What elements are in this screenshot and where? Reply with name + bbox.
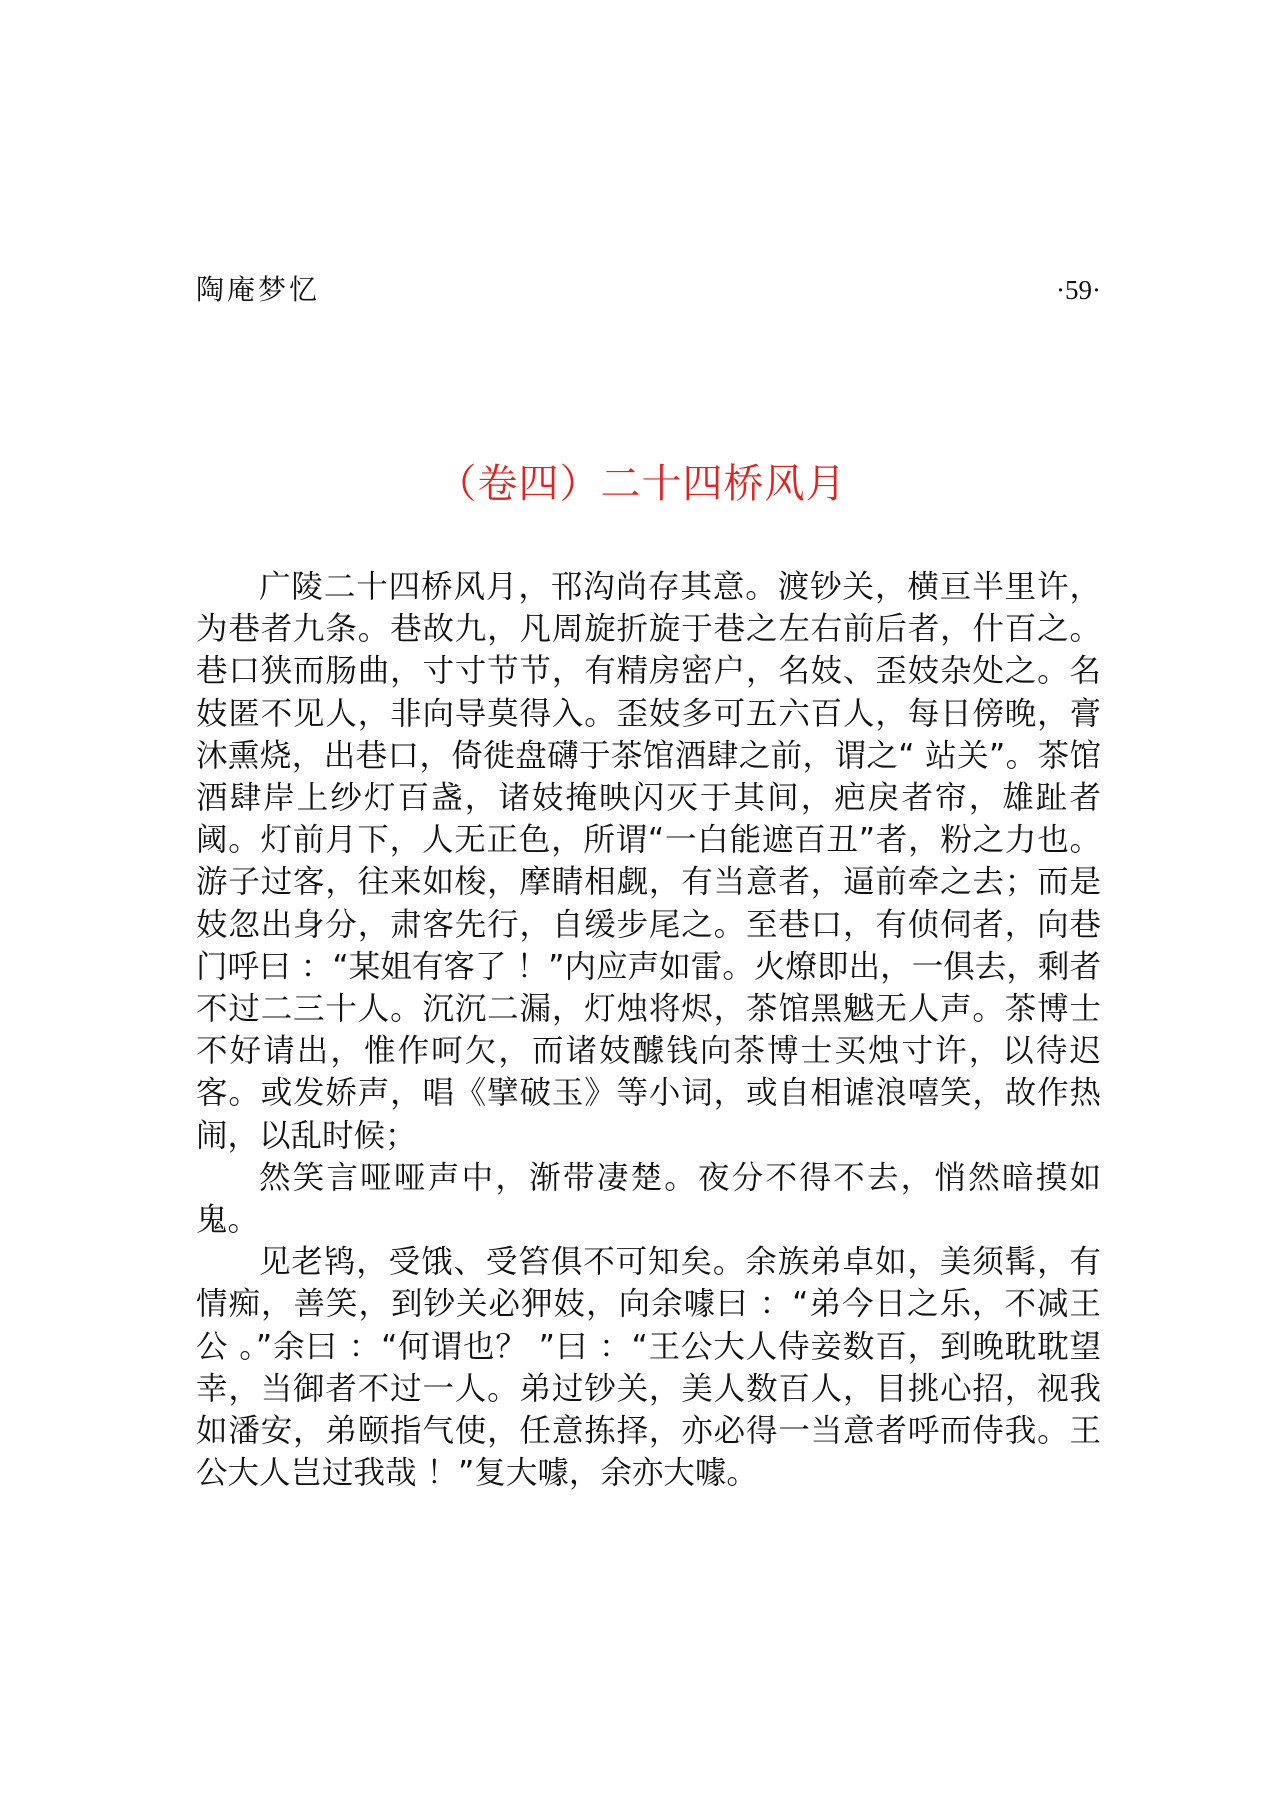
paragraph: 见老鸨，受饿、受笞俱不可知矣。余族弟卓如，美须髯，有情痴，善笑，到钞关必狎妓，向余噱曰 ：“弟今日之乐，不减王公 。”余曰 ：“何谓也？ ”曰 ：“王公大人侍妾数百，到晚耽耽望幸，当御者不过一人。弟过钞关，美人数百人，目挑心招，视我如潘安，弟颐指气使，任意拣择，亦必得一当意者呼而侍我。王公大人岂过我哉 ！”复大噱，余亦大噱。 [196, 1244, 1101, 1492]
page-number: ·59· [1056, 275, 1101, 305]
running-head [196, 268, 1101, 312]
paragraph: 然笑言哑哑声中，渐带凄楚。夜分不得不去，悄然暗摸如鬼。 [196, 1159, 1101, 1239]
book-title: 陶庵梦忆 [196, 273, 321, 306]
body-text [196, 566, 1101, 1494]
paragraph: 广陵二十四桥风月，邗沟尚存其意。渡钞关，横亘半里许，为巷者九条。巷故九，凡周旋折旋于巷之左右前后者，什百之。巷口狭而肠曲，寸寸节节，有精房密户，名妓、歪妓杂处之。名妓匿不见人，非向导莫得入。歪妓多可五六百人，每日傍晚，膏沐熏烧，出巷口，倚徙盘礴于茶馆酒肆之前，谓之“ 站关”。茶馆酒肆岸上纱灯百盏，诸妓掩映闪灭于其间，疤戾者帘，雄趾者阈。灯前月下，人无正色，所谓“一白能遮百丑”者，粉之力也。游子过客，往来如梭，摩睛相觑，有当意者，逼前牵之去；而是妓忽出身分，肃客先行，自缓步尾之。至巷口，有侦伺者，向巷门呼曰 ：“某姐有客了 ！”内应声如雷。火燎即出，一俱去，剩者不过二三十人。沉沉二漏，灯烛将烬，茶馆黑魆无人声。茶博士不好请出，惟作呵欠，而诸妓醵钱向茶博士买烛寸许，以待迟客。或发娇声，唱《擘破玉》等小词，或自相谑浪嘻笑，故作热闹，以乱时候； [196, 569, 1101, 1154]
chapter-title: （卷四）二十四桥风月 [436, 461, 847, 507]
